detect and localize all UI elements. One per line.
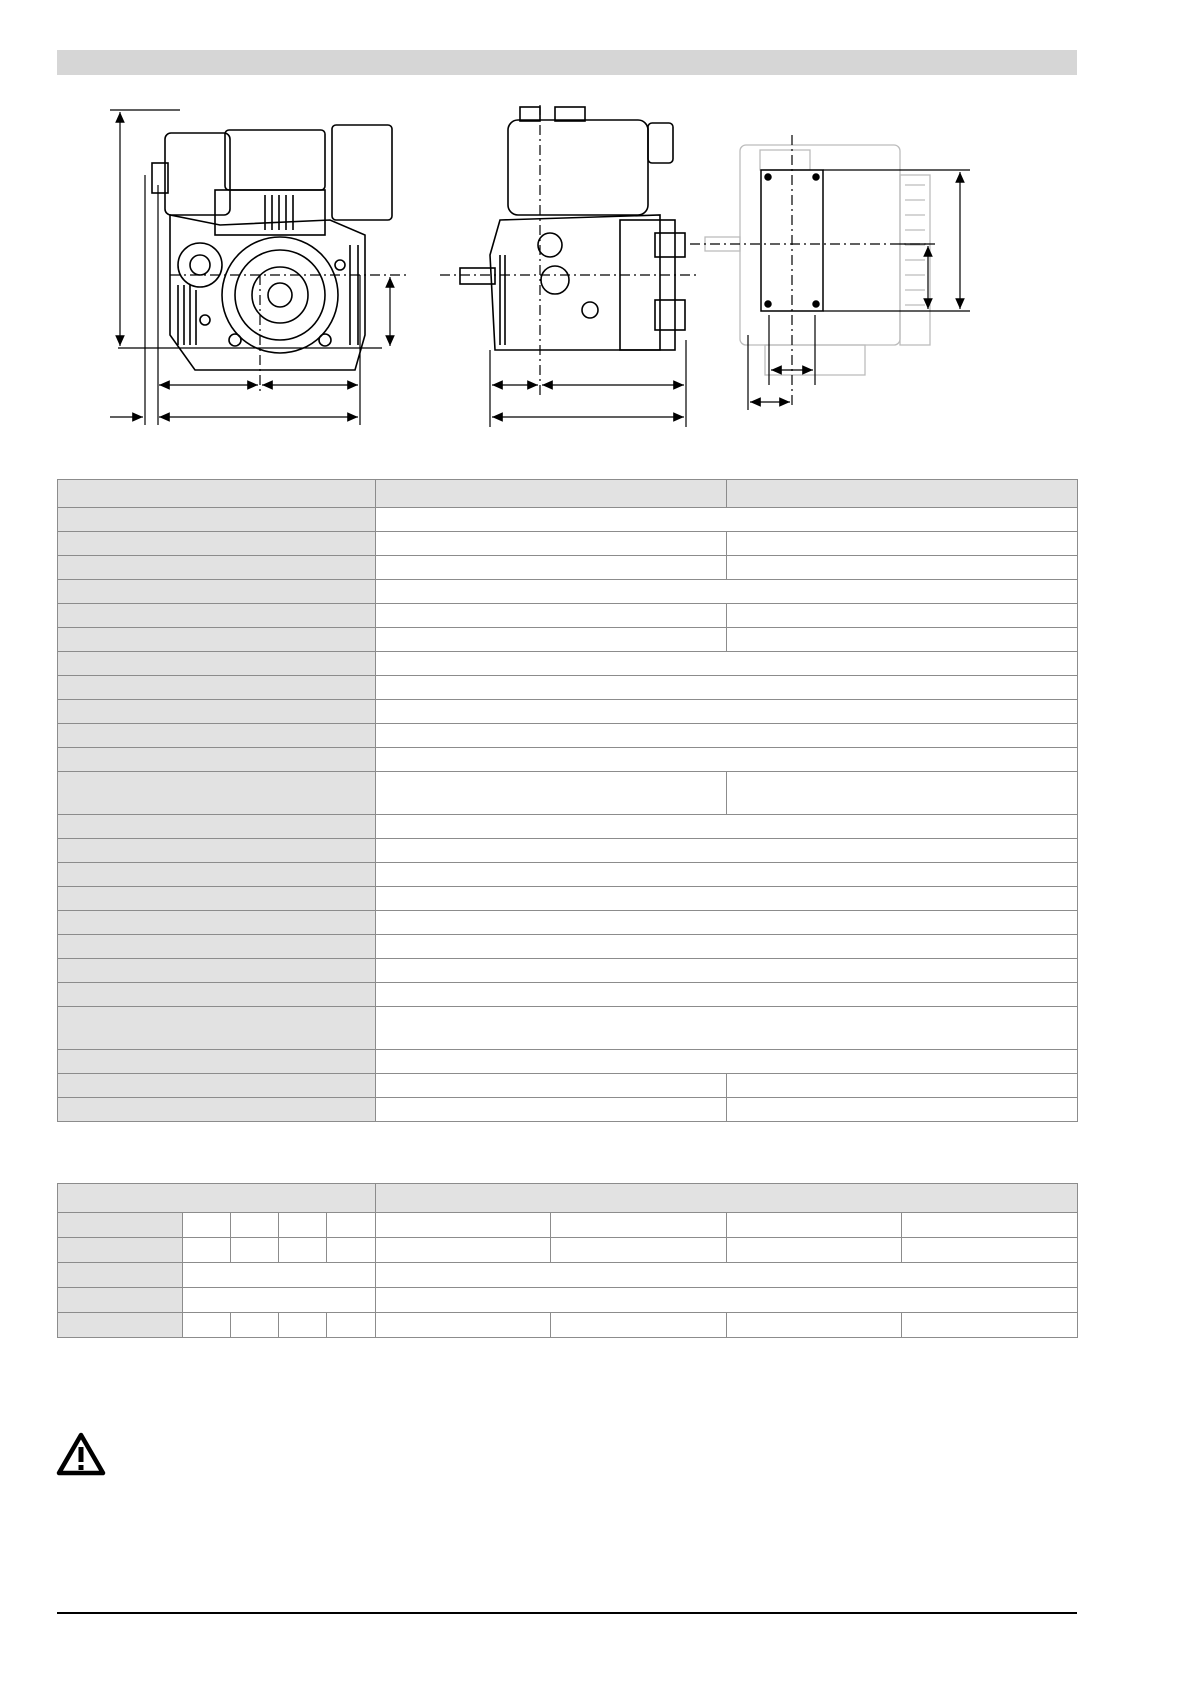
dimension-value xyxy=(376,1288,1078,1313)
spec-row-label xyxy=(58,532,376,556)
spec-row-value xyxy=(727,1074,1078,1098)
dimension-value xyxy=(902,1313,1078,1338)
spec-row xyxy=(58,959,1078,983)
spec-row-label xyxy=(58,1050,376,1074)
dimension-row xyxy=(58,1213,1078,1238)
dimension-row xyxy=(58,1263,1078,1288)
spec-row-value xyxy=(376,748,1078,772)
spec-row xyxy=(58,628,1078,652)
spec-row-label xyxy=(58,815,376,839)
dimension-header-cell xyxy=(58,1184,376,1213)
spec-row-label xyxy=(58,1098,376,1122)
spec-row-value xyxy=(376,1098,727,1122)
spec-row-value xyxy=(376,604,727,628)
dimension-cell xyxy=(231,1213,279,1238)
dimension-cell xyxy=(327,1238,376,1263)
warning-triangle-icon xyxy=(56,1432,106,1476)
dimension-row-label xyxy=(58,1238,183,1263)
spec-row-label xyxy=(58,508,376,532)
dimension-cell xyxy=(327,1313,376,1338)
spec-row-value xyxy=(727,1098,1078,1122)
spec-header-cell xyxy=(376,480,727,508)
spec-row-value xyxy=(376,532,727,556)
dimension-value xyxy=(727,1238,902,1263)
spec-row-value xyxy=(727,628,1078,652)
spec-row-label xyxy=(58,628,376,652)
dimension-value xyxy=(551,1213,727,1238)
spec-row-value xyxy=(376,700,1078,724)
spec-row-value xyxy=(376,628,727,652)
spec-row-value xyxy=(376,580,1078,604)
spec-row xyxy=(58,748,1078,772)
spec-row xyxy=(58,935,1078,959)
spec-row-value xyxy=(376,887,1078,911)
spec-header-cell xyxy=(727,480,1078,508)
dimension-value xyxy=(551,1313,727,1338)
spec-row-value xyxy=(376,815,1078,839)
side-view-drawing xyxy=(460,107,685,350)
dimension-cell xyxy=(183,1263,376,1288)
spec-row xyxy=(58,508,1078,532)
spec-row-label xyxy=(58,556,376,580)
spec-header-cell xyxy=(58,480,376,508)
spec-row-value xyxy=(727,556,1078,580)
spec-row-label xyxy=(58,652,376,676)
spec-row xyxy=(58,676,1078,700)
dimension-row xyxy=(58,1313,1078,1338)
spec-row-value xyxy=(376,1007,1078,1050)
engine-dimension-drawings xyxy=(100,105,1080,460)
spec-row-value xyxy=(376,983,1078,1007)
dimension-value xyxy=(902,1213,1078,1238)
dimension-value xyxy=(376,1263,1078,1288)
spec-row-value xyxy=(376,652,1078,676)
spec-row-label xyxy=(58,959,376,983)
dimension-row xyxy=(58,1288,1078,1313)
dimension-value xyxy=(727,1313,902,1338)
spec-row xyxy=(58,839,1078,863)
spec-row xyxy=(58,1007,1078,1050)
dimension-value xyxy=(902,1238,1078,1263)
front-view-drawing xyxy=(152,125,392,370)
spec-row-value xyxy=(376,863,1078,887)
spec-row-label xyxy=(58,724,376,748)
spec-row-label xyxy=(58,863,376,887)
spec-row xyxy=(58,532,1078,556)
spec-row-value xyxy=(376,772,727,815)
spec-row xyxy=(58,700,1078,724)
spec-row-label xyxy=(58,887,376,911)
spec-row xyxy=(58,772,1078,815)
spec-row-label xyxy=(58,580,376,604)
dimension-cell xyxy=(279,1238,327,1263)
dimension-cell xyxy=(183,1288,376,1313)
dimension-value xyxy=(551,1238,727,1263)
spec-row xyxy=(58,863,1078,887)
spec-row xyxy=(58,604,1078,628)
dimension-row-label xyxy=(58,1213,183,1238)
spec-row-label xyxy=(58,983,376,1007)
dimension-header-cell xyxy=(376,1184,1078,1213)
footer-rule xyxy=(57,1612,1077,1614)
spec-row-label xyxy=(58,935,376,959)
spec-row xyxy=(58,1074,1078,1098)
dimension-cell xyxy=(279,1213,327,1238)
spec-row-label xyxy=(58,1007,376,1050)
dimension-header-row xyxy=(58,1184,1078,1213)
dimension-cell xyxy=(183,1313,231,1338)
spec-row-value xyxy=(376,1074,727,1098)
spec-row xyxy=(58,724,1078,748)
dimension-value xyxy=(376,1238,551,1263)
dimension-cell xyxy=(279,1313,327,1338)
spec-row-label xyxy=(58,700,376,724)
spec-row xyxy=(58,815,1078,839)
dimension-cell xyxy=(183,1213,231,1238)
dimension-cell xyxy=(231,1238,279,1263)
dimension-row xyxy=(58,1238,1078,1263)
spec-row-value xyxy=(376,1050,1078,1074)
spec-row xyxy=(58,911,1078,935)
spec-row xyxy=(58,1098,1078,1122)
spec-row xyxy=(58,556,1078,580)
spec-row xyxy=(58,580,1078,604)
dimension-value xyxy=(727,1213,902,1238)
spec-row-label xyxy=(58,772,376,815)
spec-row-value xyxy=(376,959,1078,983)
section-title-bar xyxy=(57,50,1077,75)
spec-row-value xyxy=(727,604,1078,628)
spec-row-value xyxy=(376,911,1078,935)
spec-row-value xyxy=(376,508,1078,532)
spec-header-row xyxy=(58,480,1078,508)
spec-row xyxy=(58,983,1078,1007)
dimension-row-label xyxy=(58,1313,183,1338)
spec-row-label xyxy=(58,676,376,700)
dimension-cell xyxy=(183,1238,231,1263)
engine-dimension-table xyxy=(57,1183,1078,1338)
dimension-value xyxy=(376,1313,551,1338)
spec-row-value xyxy=(376,935,1078,959)
dimension-value xyxy=(376,1213,551,1238)
dimension-cell xyxy=(231,1313,279,1338)
spec-row-value xyxy=(376,839,1078,863)
dimension-row-label xyxy=(58,1263,183,1288)
spec-row xyxy=(58,652,1078,676)
spec-row-value xyxy=(376,724,1078,748)
spec-row-value xyxy=(376,556,727,580)
spec-row-label xyxy=(58,839,376,863)
engine-specification-table xyxy=(57,479,1078,1122)
spec-row xyxy=(58,887,1078,911)
spec-row xyxy=(58,1050,1078,1074)
dimension-cell xyxy=(327,1213,376,1238)
dimension-row-label xyxy=(58,1288,183,1313)
spec-row-value xyxy=(727,532,1078,556)
spec-row-label xyxy=(58,604,376,628)
spec-row-label xyxy=(58,911,376,935)
spec-row-label xyxy=(58,748,376,772)
spec-row-value xyxy=(376,676,1078,700)
spec-row-value xyxy=(727,772,1078,815)
spec-row-label xyxy=(58,1074,376,1098)
